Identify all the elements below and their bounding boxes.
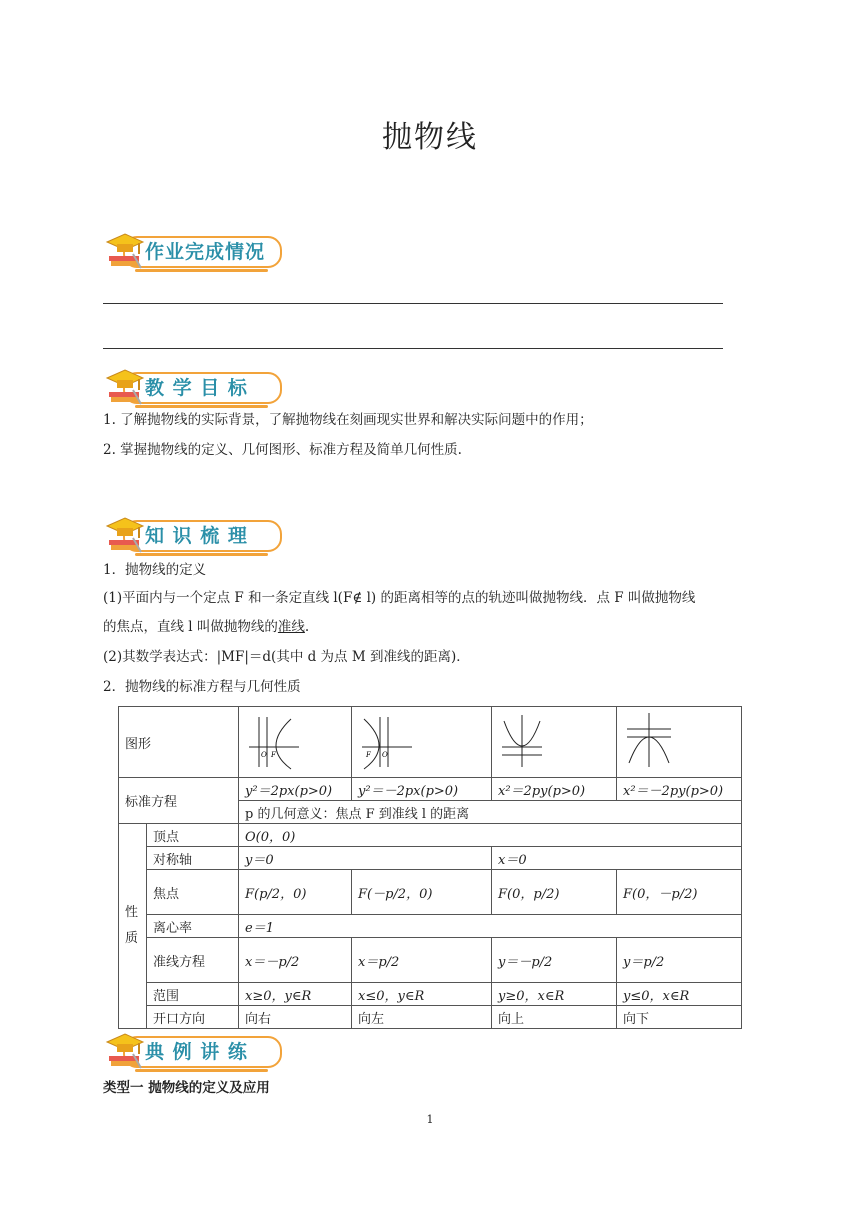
definition-text: (1)平面内与一个定点 F 和一条定直线 l(F∉ l) 的距离相等的点的轨迹叫做抛物线．点 F 叫做抛物线 xyxy=(103,590,696,606)
graduation-cap-icon xyxy=(103,228,147,272)
heading-properties: 2．抛物线的标准方程与几何性质 xyxy=(103,679,301,695)
section-title: 教 学 目 标 xyxy=(145,377,248,399)
parabola-right-graph xyxy=(239,707,349,773)
focus-value: F(0，p/2) xyxy=(492,870,617,915)
std-eq: y²＝2px(p>0) xyxy=(239,778,352,801)
axis-value: y＝0 xyxy=(239,847,492,870)
graph-left xyxy=(352,707,492,778)
p-meaning: p 的几何意义：焦点 F 到准线 l 的距离 xyxy=(239,801,742,824)
focus-label: 焦点 xyxy=(147,870,239,915)
std-label: 标准方程 xyxy=(119,778,239,824)
heading-definition: 1．抛物线的定义 xyxy=(103,562,207,578)
dir-value: x＝－p/2 xyxy=(239,938,352,983)
section-badge-examples xyxy=(103,1030,283,1070)
section-title: 作业完成情况 xyxy=(145,241,266,263)
range-value: y≥0，x∈R xyxy=(492,983,617,1006)
graduation-cap-icon xyxy=(103,364,147,408)
std-eq: y²＝－2px(p>0) xyxy=(352,778,492,801)
page-number: 1 xyxy=(426,1113,434,1126)
section-badge-homework xyxy=(103,230,283,270)
parabola-table xyxy=(118,706,742,1029)
range-value: x≤0，y∈R xyxy=(352,983,492,1006)
dir-value: y＝p/2 xyxy=(617,938,742,983)
graduation-cap-icon xyxy=(103,512,147,556)
prop-label: 性质 xyxy=(119,824,147,1029)
open-value: 向左 xyxy=(352,1006,492,1029)
dir-label: 准线方程 xyxy=(147,938,239,983)
answer-line xyxy=(103,348,723,349)
section-badge-knowledge xyxy=(103,514,283,554)
definition-text-2: 的焦点，直线 l 叫做抛物线的准线. xyxy=(103,619,310,635)
focus-value: F(p/2，0) xyxy=(239,870,352,915)
goal-item: 1. 了解抛物线的实际背景，了解抛物线在刻画现实世界和解决实际问题中的作用； xyxy=(103,412,593,428)
dir-value: x＝p/2 xyxy=(352,938,492,983)
answer-line xyxy=(103,303,723,304)
section-title: 知 识 梳 理 xyxy=(145,525,248,547)
open-value: 向上 xyxy=(492,1006,617,1029)
svg-text:F: F xyxy=(366,751,371,759)
graph-right xyxy=(239,707,352,778)
range-value: x≥0，y∈R xyxy=(239,983,352,1006)
focus-value: F(0，－p/2) xyxy=(617,870,742,915)
graph-down xyxy=(617,707,742,778)
std-eq: x²＝－2py(p>0) xyxy=(617,778,742,801)
range-label: 范围 xyxy=(147,983,239,1006)
type-heading: 类型一 抛物线的定义及应用 xyxy=(103,1080,270,1096)
open-value: 向右 xyxy=(239,1006,352,1029)
parabola-down-graph xyxy=(617,707,737,773)
parabola-left-graph xyxy=(352,707,482,773)
vertex: O(0，0) xyxy=(239,824,742,847)
open-label: 开口方向 xyxy=(147,1006,239,1029)
graph-label: 图形 xyxy=(119,707,239,778)
ecc-label: 离心率 xyxy=(147,915,239,938)
svg-text:O: O xyxy=(382,751,388,759)
open-value: 向下 xyxy=(617,1006,742,1029)
svg-text:F: F xyxy=(271,751,276,759)
goal-item: 2. 掌握抛物线的定义、几何图形、标准方程及简单几何性质. xyxy=(103,442,462,458)
vertex-label: 顶点 xyxy=(147,824,239,847)
focus-value: F(－p/2，0) xyxy=(352,870,492,915)
parabola-up-graph xyxy=(492,707,612,773)
page-title: 抛物线 xyxy=(382,120,478,155)
axis-label: 对称轴 xyxy=(147,847,239,870)
graph-up xyxy=(492,707,617,778)
section-badge-goals xyxy=(103,366,283,406)
section-title: 典 例 讲 练 xyxy=(145,1041,248,1063)
std-eq: x²＝2py(p>0) xyxy=(492,778,617,801)
range-value: y≤0，x∈R xyxy=(617,983,742,1006)
svg-text:O: O xyxy=(261,751,267,759)
dir-value: y＝－p/2 xyxy=(492,938,617,983)
axis-value: x＝0 xyxy=(492,847,742,870)
graduation-cap-icon xyxy=(103,1028,147,1072)
ecc-value: e＝1 xyxy=(239,915,742,938)
expression-text: (2)其数学表达式：|MF|＝d(其中 d 为点 M 到准线的距离)． xyxy=(103,649,470,665)
